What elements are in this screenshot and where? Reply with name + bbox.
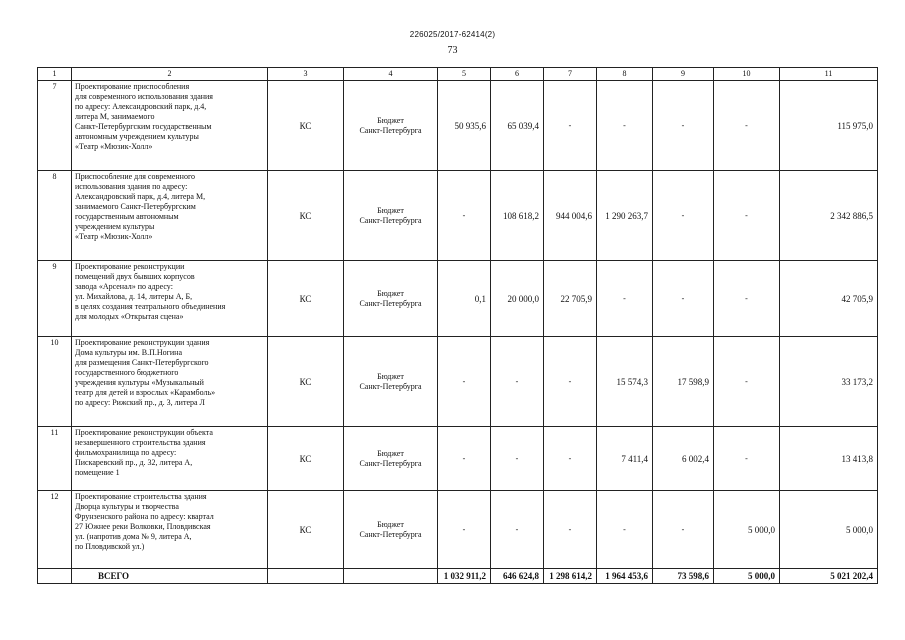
total-value-cell: 646 624,8 xyxy=(491,569,544,584)
value-cell: - xyxy=(491,427,544,491)
project-name: Проектирование реконструкции здания Дома культуры им. В.П.Ногина для размещения Санкт-Петербургского государственного бюджетного учреждения культуры «Музыкальный театр для детей и взрослых «Карамболь» по адресу: Рижский пр., д. 3, литера Л xyxy=(72,337,268,427)
empty-cell xyxy=(268,569,344,584)
value-cell: - xyxy=(544,337,597,427)
value-cell: 5 000,0 xyxy=(714,491,780,569)
project-name: Приспособление для современного использования здания по адресу: Александровский парк, д.4, литера М, занимаемого Санкт-Петербургским государственным автономным учреждением культуры «Театр «Мюзик-Холл» xyxy=(72,171,268,261)
total-value-cell: 13 413,8 xyxy=(780,427,878,491)
value-cell: - xyxy=(544,427,597,491)
value-cell: - xyxy=(491,491,544,569)
project-name: Проектирование приспособления для современного использования здания по адресу: Александровский парк, д.4, литера М, занимаемого Санкт-Петербургским государственным автономным учреждением культуры «Театр «Мюзик-Холл» xyxy=(72,81,268,171)
project-type: КС xyxy=(268,171,344,261)
header-cell: 3 xyxy=(268,68,344,81)
project-type: КС xyxy=(268,261,344,337)
total-row-number xyxy=(38,569,72,584)
header-cell: 5 xyxy=(438,68,491,81)
row-number: 7 xyxy=(38,81,72,171)
value-cell: 22 705,9 xyxy=(544,261,597,337)
value-cell: 17 598,9 xyxy=(653,337,714,427)
funding-source: Бюджет Санкт-Петербурга xyxy=(344,261,438,337)
row-number: 11 xyxy=(38,427,72,491)
value-cell: 20 000,0 xyxy=(491,261,544,337)
project-type: КС xyxy=(268,491,344,569)
value-cell: - xyxy=(714,171,780,261)
value-cell: 7 411,4 xyxy=(597,427,653,491)
header-cell: 10 xyxy=(714,68,780,81)
total-value-cell: 5 000,0 xyxy=(780,491,878,569)
value-cell: 1 290 263,7 xyxy=(597,171,653,261)
empty-cell xyxy=(344,569,438,584)
value-cell: - xyxy=(597,261,653,337)
total-value-cell: 42 705,9 xyxy=(780,261,878,337)
grand-total-cell: 5 021 202,4 xyxy=(780,569,878,584)
value-cell: - xyxy=(653,81,714,171)
funding-source: Бюджет Санкт-Петербурга xyxy=(344,427,438,491)
project-type: КС xyxy=(268,81,344,171)
total-value-cell: 115 975,0 xyxy=(780,81,878,171)
project-type: КС xyxy=(268,337,344,427)
value-cell: - xyxy=(597,81,653,171)
project-name: Проектирование реконструкции объекта незавершенного строительства здания фильмохранилища по адресу: Пискаревский пр., д. 32, литера А, помещение 1 xyxy=(72,427,268,491)
document-id: 226025/2017-62414(2) xyxy=(409,30,496,39)
table-row xyxy=(38,171,878,261)
total-value-cell: 33 173,2 xyxy=(780,337,878,427)
total-value-cell: 1 032 911,2 xyxy=(438,569,491,584)
value-cell: 6 002,4 xyxy=(653,427,714,491)
value-cell: 65 039,4 xyxy=(491,81,544,171)
value-cell: 0,1 xyxy=(438,261,491,337)
row-number: 12 xyxy=(38,491,72,569)
header-cell: 8 xyxy=(597,68,653,81)
project-name: Проектирование реконструкции помещений двух бывших корпусов завода «Арсенал» по адресу: ул. Михайлова, д. 14, литеры А, Б, в целях создания театрального объединения для молодых «Открытая сцена» xyxy=(72,261,268,337)
funding-source: Бюджет Санкт-Петербурга xyxy=(344,337,438,427)
total-value-cell: 2 342 886,5 xyxy=(780,171,878,261)
value-cell: - xyxy=(438,337,491,427)
value-cell: 108 618,2 xyxy=(491,171,544,261)
value-cell: - xyxy=(438,171,491,261)
header-cell: 6 xyxy=(491,68,544,81)
value-cell: - xyxy=(714,261,780,337)
total-value-cell: 73 598,6 xyxy=(653,569,714,584)
value-cell: - xyxy=(653,491,714,569)
value-cell: - xyxy=(438,427,491,491)
table-row xyxy=(38,81,878,171)
value-cell: - xyxy=(491,337,544,427)
funding-source: Бюджет Санкт-Петербурга xyxy=(344,491,438,569)
value-cell: - xyxy=(714,337,780,427)
value-cell: - xyxy=(714,427,780,491)
header-cell: 11 xyxy=(780,68,878,81)
value-cell: - xyxy=(544,81,597,171)
value-cell: - xyxy=(714,81,780,171)
header-cell: 1 xyxy=(38,68,72,81)
project-name: Проектирование строительства здания Дворца культуры и творчества Фрунзенского района по адресу: квартал 27 Южнее реки Волковки, Пловдивская ул. (напротив дома № 9, литера А, по Пловдивской ул.) xyxy=(72,491,268,569)
value-cell: 15 574,3 xyxy=(597,337,653,427)
total-value-cell: 1 298 614,2 xyxy=(544,569,597,584)
row-number: 8 xyxy=(38,171,72,261)
funding-source: Бюджет Санкт-Петербурга xyxy=(344,171,438,261)
total-value-cell: 5 000,0 xyxy=(714,569,780,584)
project-type: КС xyxy=(268,427,344,491)
header-cell: 7 xyxy=(544,68,597,81)
value-cell: 50 935,6 xyxy=(438,81,491,171)
value-cell: - xyxy=(544,491,597,569)
header-cell: 4 xyxy=(344,68,438,81)
value-cell: - xyxy=(597,491,653,569)
row-number: 9 xyxy=(38,261,72,337)
total-value-cell: 1 964 453,6 xyxy=(597,569,653,584)
table-row xyxy=(38,337,878,427)
page-number: 73 xyxy=(447,45,458,56)
total-label: ВСЕГО xyxy=(72,569,268,584)
value-cell: - xyxy=(653,261,714,337)
header-row xyxy=(38,68,878,81)
value-cell: 944 004,6 xyxy=(544,171,597,261)
header-cell: 9 xyxy=(653,68,714,81)
table-row xyxy=(38,491,878,569)
table-row xyxy=(38,427,878,491)
table-row xyxy=(38,261,878,337)
budget-table xyxy=(37,67,878,584)
value-cell: - xyxy=(438,491,491,569)
header-cell: 2 xyxy=(72,68,268,81)
funding-source: Бюджет Санкт-Петербурга xyxy=(344,81,438,171)
row-number: 10 xyxy=(38,337,72,427)
value-cell: - xyxy=(653,171,714,261)
total-row xyxy=(38,569,878,584)
